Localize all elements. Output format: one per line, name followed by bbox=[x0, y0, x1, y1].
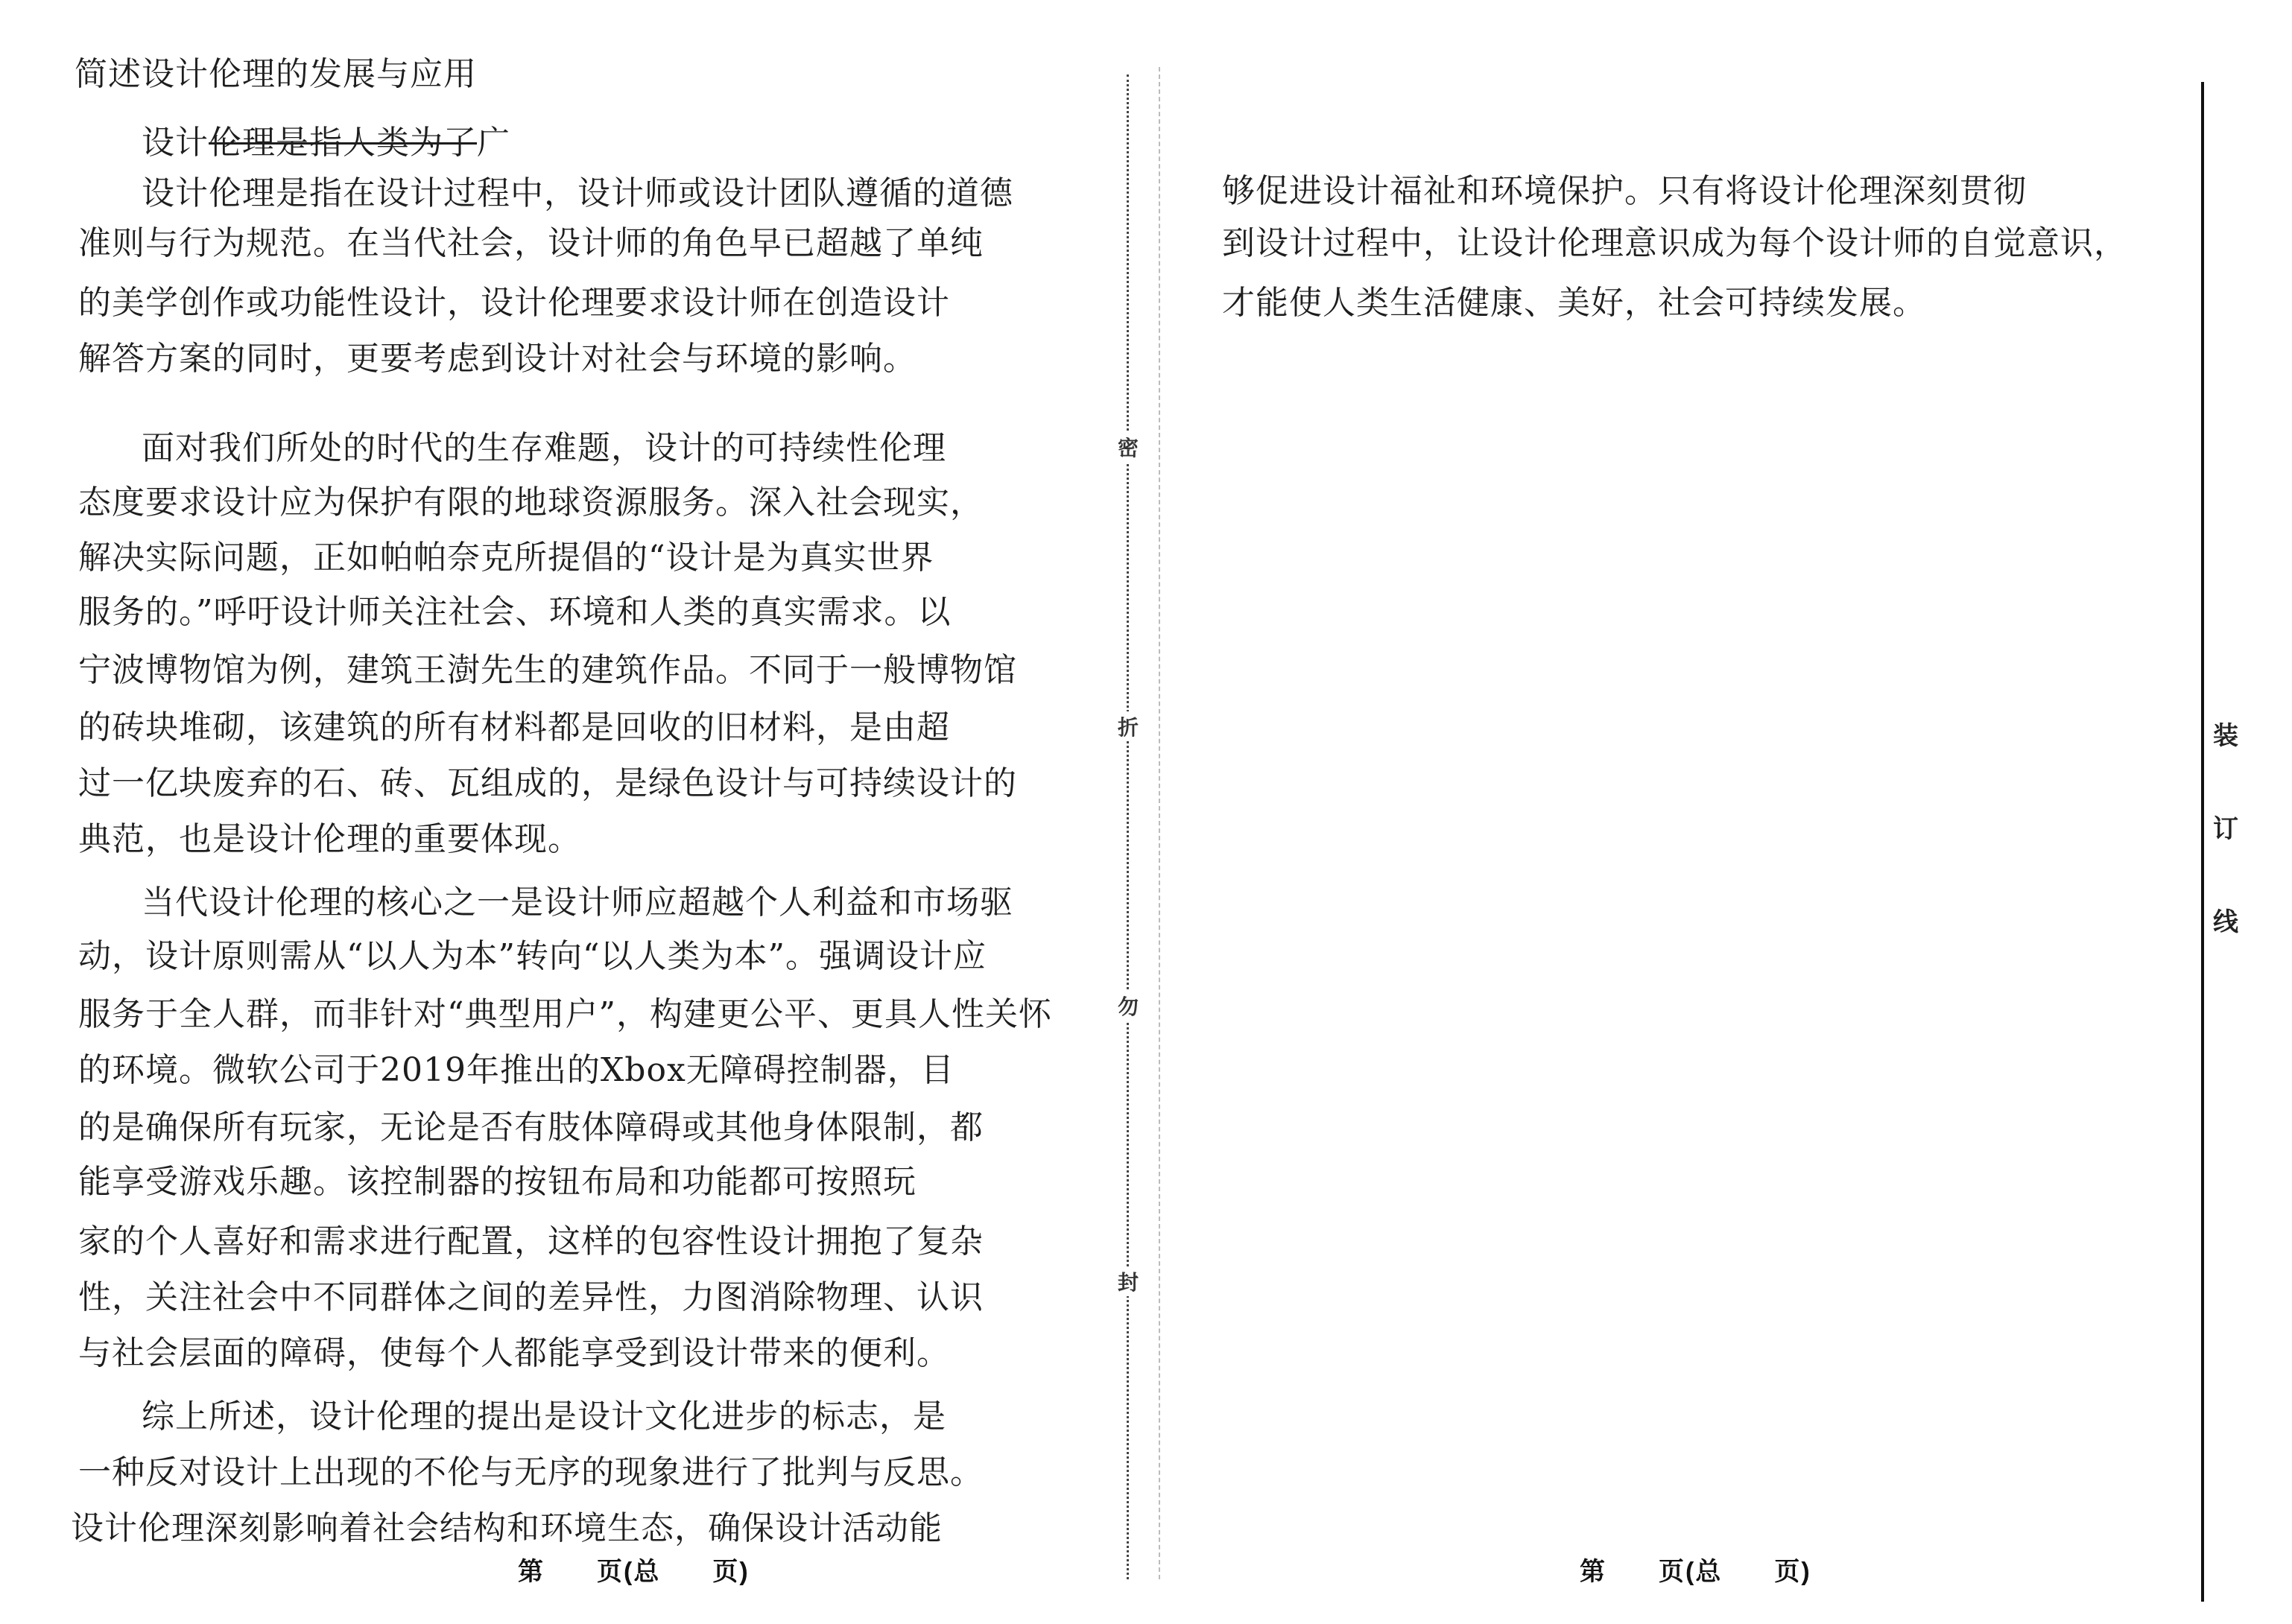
paragraph-line: 解决实际问题，正如帕帕奈克所提倡的“设计是为真实世界 bbox=[78, 539, 934, 577]
struck-line-normal: 设计 bbox=[142, 124, 209, 162]
paragraph-line: 才能使人类生活健康、美好，社会可持续发展。 bbox=[1222, 284, 1926, 322]
binding-char: 订 bbox=[2213, 814, 2238, 844]
paragraph-line: 准则与行为规范。在当代社会，设计师的角色早已超越了单纯 bbox=[78, 224, 984, 262]
paragraph-line: 典范，也是设计伦理的重要体现。 bbox=[78, 820, 581, 858]
paragraph-line: 宁波博物馆为例，建筑王澍先生的建筑作品。不同于一般博物馆 bbox=[78, 651, 1017, 689]
essay-title: 简述设计伦理的发展与应用 bbox=[75, 55, 477, 93]
paragraph-line: 解答方案的同时，更要考虑到设计对社会与环境的影响。 bbox=[78, 340, 917, 378]
footer-middle: 页(总 bbox=[1659, 1558, 1723, 1586]
paragraph-line: 设计伦理深刻影响着社会结构和环境生态，确保设计活动能 bbox=[71, 1509, 943, 1547]
binding-char: 线 bbox=[2213, 907, 2238, 937]
fold-line bbox=[1127, 74, 1129, 1579]
fold-char: 勿 bbox=[1115, 991, 1141, 1021]
paragraph-line: 家的个人喜好和需求进行配置，这样的包容性设计拥抱了复杂 bbox=[78, 1222, 984, 1260]
fold-char: 折 bbox=[1115, 711, 1141, 741]
fold-char: 封 bbox=[1115, 1266, 1141, 1296]
paragraph-line: 设计伦理是指在设计过程中，设计师或设计团队遵循的道德 bbox=[142, 174, 1013, 212]
paragraph-line: 到设计过程中，让设计伦理意识成为每个设计师的自觉意识， bbox=[1222, 224, 2127, 262]
fold-char: 密 bbox=[1115, 432, 1141, 462]
paragraph-line: 过一亿块废弃的石、砖、瓦组成的，是绿色设计与可持续设计的 bbox=[78, 764, 1017, 802]
left-page bbox=[0, 0, 1125, 1624]
footer-suffix: 页) bbox=[712, 1558, 750, 1586]
page-footer bbox=[1580, 1551, 1811, 1587]
paragraph-line: 当代设计伦理的核心之一是设计师应超越个人利益和市场驱 bbox=[142, 884, 1013, 922]
paragraph-line: 的是确保所有玩家，无论是否有肢体障碍或其他身体限制，都 bbox=[78, 1108, 984, 1146]
footer-middle: 页(总 bbox=[597, 1558, 661, 1586]
right-page bbox=[1177, 0, 2206, 1624]
struck-line bbox=[142, 124, 1125, 162]
paragraph-line: 的美学创作或功能性设计，设计伦理要求设计师在创造设计 bbox=[78, 284, 950, 322]
footer-suffix: 页) bbox=[1774, 1558, 1811, 1586]
paragraph-line: 性，关注社会中不同群体之间的差异性，力图消除物理、认识 bbox=[78, 1278, 984, 1316]
paragraph-line: 的环境。微软公司于2019年推出的Xbox无障碍控制器，目 bbox=[78, 1051, 955, 1089]
center-divider bbox=[1159, 67, 1160, 1579]
footer-prefix: 第 bbox=[1580, 1558, 1606, 1586]
paragraph-line: 服务的。”呼吁设计师关注社会、环境和人类的真实需求。以 bbox=[78, 593, 952, 631]
paragraph-line: 动，设计原则需从“以人为本”转向“以人类为本”。强调设计应 bbox=[78, 937, 987, 975]
page-footer bbox=[518, 1551, 750, 1587]
struck-line-crossed-text: 伦理是指人类为了 bbox=[209, 124, 477, 162]
paragraph-line: 态度要求设计应为保护有限的地球资源服务。深入社会现实， bbox=[78, 483, 984, 521]
footer-prefix: 第 bbox=[518, 1558, 545, 1586]
paragraph-line: 与社会层面的障碍，使每个人都能享受到设计带来的便利。 bbox=[78, 1334, 950, 1372]
paragraph-line: 面对我们所处的时代的生存难题，设计的可持续性伦理 bbox=[142, 429, 946, 467]
binding-char: 装 bbox=[2213, 721, 2238, 751]
paragraph-line: 综上所述，设计伦理的提出是设计文化进步的标志，是 bbox=[142, 1398, 946, 1436]
paragraph-line: 服务于全人群，而非针对“典型用户”，构建更公平、更具人性关怀 bbox=[78, 995, 1052, 1033]
paragraph-line: 能享受游戏乐趣。该控制器的按钮布局和功能都可按照玩 bbox=[78, 1163, 917, 1201]
struck-line-suffix: 广 bbox=[477, 124, 510, 162]
paragraph-line: 一种反对设计上出现的不伦与无序的现象进行了批判与反思。 bbox=[78, 1453, 984, 1491]
paragraph-line: 够促进设计福祉和环境保护。只有将设计伦理深刻贯彻 bbox=[1222, 172, 2027, 210]
paragraph-line: 的砖块堆砌，该建筑的所有材料都是回收的旧材料，是由超 bbox=[78, 708, 950, 746]
